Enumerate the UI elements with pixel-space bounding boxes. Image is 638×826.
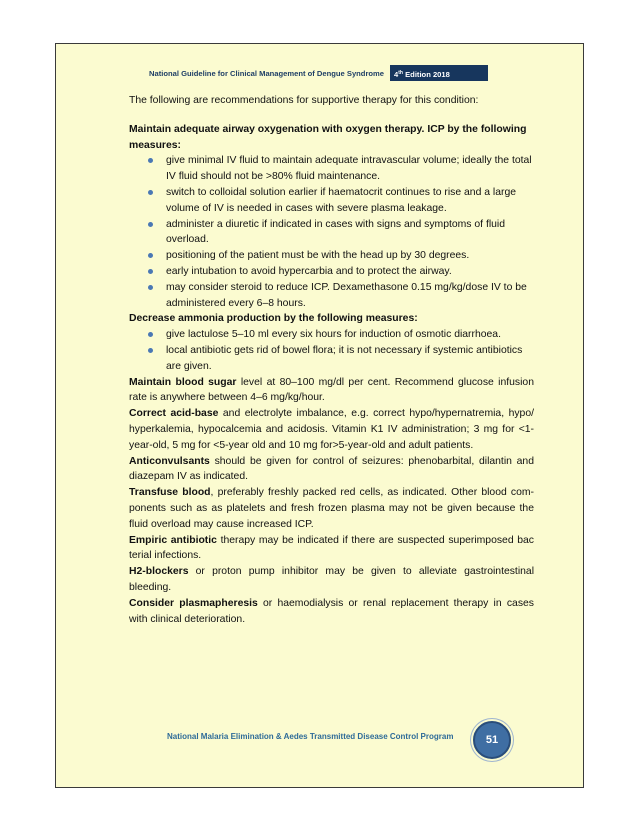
bullet-icon — [148, 222, 153, 227]
airway-list — [129, 153, 534, 311]
list-item: local antibiotic gets rid of bowel flora; it is not necessary if systemic antibiotics are given. — [129, 343, 534, 375]
h2-blockers-paragraph: H2-blockers or proton pump inhibitor may be given to alleviate gastrointestinal bleeding. — [129, 566, 534, 593]
ammonia-list — [129, 327, 534, 374]
empiric-antibiotic-paragraph: Empiric antibiotic therapy may be indicated if there are suspected superimposed bac terial infections. — [129, 534, 534, 562]
list-item: switch to colloidal solution earlier if haematocrit continues to rise and a large volume of IV is needed in cases with severe plasma leakage. — [129, 185, 534, 217]
page-header — [149, 65, 488, 81]
list-item: positioning of the patient must be with the head up by 30 degrees. — [129, 248, 534, 264]
page-number-badge: 51 — [473, 721, 511, 759]
list-item: may consider steroid to reduce ICP. Dexamethasone 0.15 mg/kg/dose IV to be administered every 6–8 hours. — [129, 280, 534, 312]
bullet-icon — [148, 190, 153, 195]
body-text — [129, 93, 534, 627]
list-item: give minimal IV fluid to maintain adequate intravascular volume; ideally the total IV fluid should not be >80% fluid maintenance. — [129, 153, 534, 185]
ammonia-heading: Decrease ammonia production by the following measures: — [129, 313, 418, 325]
bullet-icon — [148, 285, 153, 290]
acid-base-paragraph: Correct acid-base and electrolyte imbalance, e.g. correct hypo/hypernatremia, hypo/ hyperkalemia, hypocalcemia and acidosis. Vitamin K1 IV administration; 3 mg for <1-year-old, 5 mg for <5-year old and 10 mg for>5-year-old and adult patients. — [129, 408, 534, 451]
transfuse-blood-paragraph: Transfuse blood, preferably freshly packed red cells, as indicated. Other blood com- ponents such as as platelets and fresh frozen plasma may not be given because the fluid overload may cause increased ICP. — [129, 487, 535, 530]
edition-suffix: th — [398, 70, 403, 76]
edition-label: Edition 2018 — [403, 70, 450, 79]
list-item: give lactulose 5–10 ml every six hours for induction of osmotic diarrhoea. — [129, 327, 534, 343]
list-item: administer a diuretic if indicated in cases with signs and symptoms of fluid overload. — [129, 217, 534, 249]
document-page — [55, 43, 584, 788]
list-item: early intubation to avoid hypercarbia and to protect the airway. — [129, 264, 534, 280]
bullet-icon — [148, 269, 153, 274]
header-title: National Guideline for Clinical Management of Dengue Syndrome — [149, 68, 385, 78]
footer-program-name: National Malaria Elimination & Aedes Transmitted Disease Control Program — [167, 732, 454, 741]
plasmapheresis-paragraph: Consider plasmapheresis or haemodialysis or renal replacement therapy in cases with clinical deterioration. — [129, 597, 534, 625]
airway-heading: Maintain adequate airway oxygenation with oxygen therapy. ICP by the following measures: — [129, 123, 527, 151]
blood-sugar-paragraph: Maintain blood sugar level at 80–100 mg/dl per cent. Recommend glucose infusion rate is anywhere between 4–6 mg/kg/hour. — [129, 376, 534, 404]
bullet-icon — [148, 253, 153, 258]
bullet-icon — [148, 332, 153, 337]
edition-number: 4 — [394, 70, 399, 79]
header-edition-badge — [390, 65, 488, 81]
bullet-icon — [148, 158, 153, 163]
bullet-icon — [148, 348, 153, 353]
intro-paragraph: The following are recommendations for supportive therapy for this condition: — [129, 95, 479, 106]
anticonvulsants-paragraph: Anticonvulsants should be given for control of seizures: phenobarbital, dilantin and diazepam IV as indicated. — [129, 455, 534, 483]
